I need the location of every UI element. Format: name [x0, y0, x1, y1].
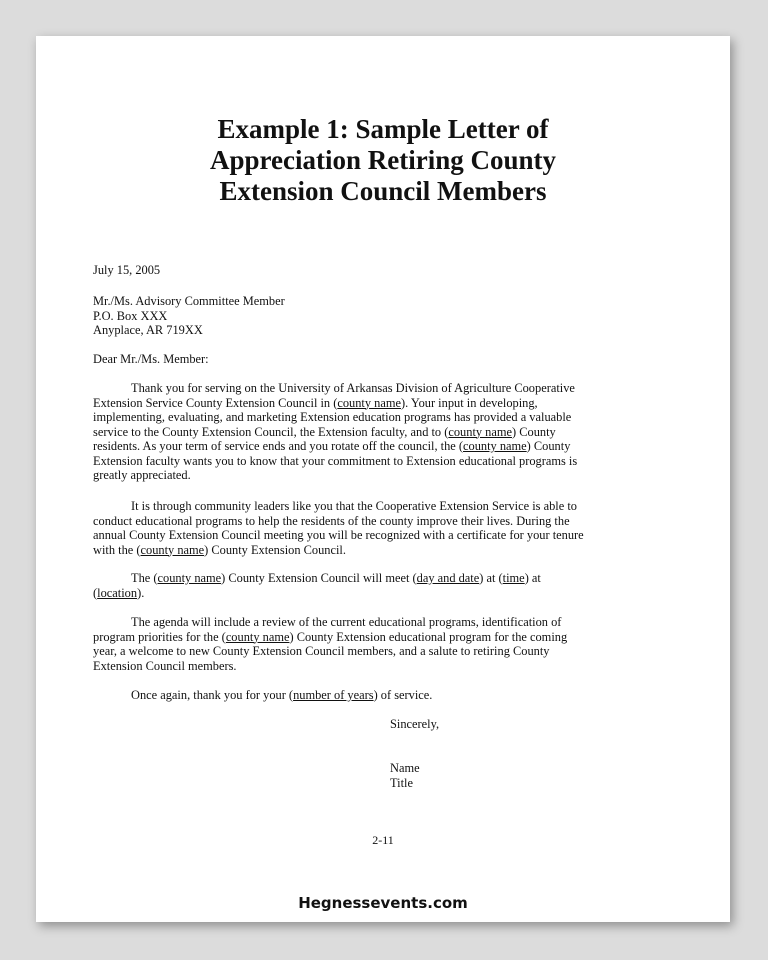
letter-date: July 15, 2005: [93, 263, 161, 277]
address-line: P.O. Box XXX: [93, 308, 168, 323]
signature-title: Title: [390, 775, 413, 790]
placeholder-field: county name: [448, 424, 513, 439]
placeholder-field: county name: [337, 395, 401, 410]
title-line-1: Example 1: Sample Letter of: [217, 114, 549, 144]
paragraph-1: Thank you for serving on the University of Arkansas Division of Agriculture Cooperative Extension Service County Extension Council in (county name). Your input in developing, implementing, evaluating, and marketing Extension education programs has provided a valuable service to the County Extension Council, the Extension faculty, and to (county name) County residents. As your term of service ends and you rotate off the council, the (county name) County Extension faculty wants you to know that your commitment to Extension educational programs is greatly appreciated.: [93, 381, 578, 482]
address-line: Anyplace, AR 719XX: [93, 323, 203, 337]
placeholder-field: number of years: [293, 688, 374, 702]
address-line: Mr./Ms. Advisory Committee Member: [93, 294, 285, 308]
salutation: Dear Mr./Ms. Member:: [93, 352, 209, 366]
letter-page: [36, 36, 730, 922]
recipient-address: [93, 294, 603, 338]
placeholder-field: county name: [225, 629, 290, 644]
paragraph-5: Once again, thank you for your (number of years) of service.: [131, 688, 433, 702]
document-title: [36, 114, 730, 207]
closing: Sincerely,: [390, 717, 440, 731]
placeholder-field: location: [97, 585, 138, 600]
placeholder-field: day and date: [416, 571, 480, 585]
placeholder-field: county name: [157, 571, 222, 585]
paragraph-2: It is through community leaders like you that the Cooperative Extension Service is able to conduct educational programs to help the residents of the county improve their lives. During the annual County Extension Council meeting you will be recognized with a certificate for your tenure with the (county name) County Extension Council.: [93, 499, 584, 557]
signature-name: Name: [390, 761, 420, 775]
watermark-text: Hegnessevents.com: [298, 894, 468, 912]
paragraph-3: The (county name) County Extension Council will meet (day and date) at (time) at (location).: [93, 571, 541, 600]
placeholder-field: time: [502, 571, 525, 585]
page-number: 2-11: [372, 833, 394, 847]
paragraph-4: The agenda will include a review of the current educational programs, identification of program priorities for the (county name) County Extension educational program for the coming year, a welcome to new County Extension Council members, and a salute to retiring County Extension Council members.: [93, 615, 568, 673]
title-line-3: Extension Council Members: [219, 176, 547, 206]
signature-block: [390, 761, 420, 790]
placeholder-field: county name: [463, 439, 527, 453]
placeholder-field: county name: [140, 542, 205, 557]
title-line-2: Appreciation Retiring County: [209, 145, 556, 175]
